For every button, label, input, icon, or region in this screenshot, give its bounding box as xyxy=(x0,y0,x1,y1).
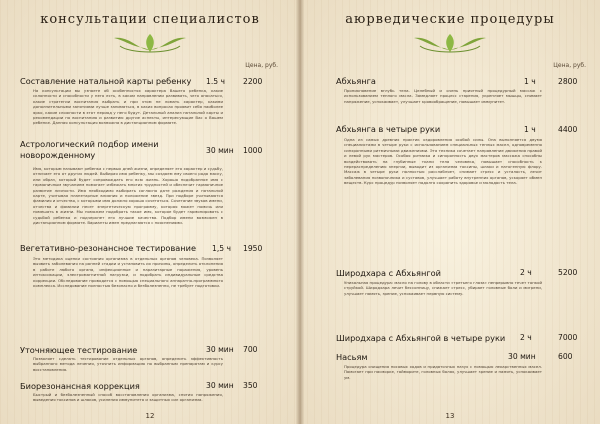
service-description: Имя, которым называют ребенка с первых дней жизни, определяет его характер и судьбу, отличает его от других людей. Выбирая имя ребенку, мы создаем ему своего рода маску, или образ, который будет сопровождать его всю жизнь. Хорошо подобранное имя с гармоничным звучанием помогает избежать многих трудностей и обеспечит гармоничное развитие личности. Имя необходимо выбирать согласно дате рождения и натальной карте, учитывая планетарные влияния и положение звезд. При подборе учитываются фамилия и отчество, с которыми имя должно хорошо сочетаться. Сочетание звуков имени, отчества и фамилии несет энергетическую программу, которая может помочь или помешать в жизни. Мы поможем подобрать такое имя, которое будет гармонировать с судьбой ребенка и подчеркнет его лучшие качества. Подбор имени возможен в дистанционном формате. Варианты имен предлагаются с пояснениями. xyxy=(33,166,223,226)
service-description: Уникальная процедура: масло на голову в области «третьего глаза» непрерывно течет тонкой струйкой. Широдхара лечит бессонницу, снижает стресс, убирает головные боли и мигрени, улучшает память, зрение, успокаивает нервную систему. xyxy=(344,280,542,296)
service-title: Биорезонансная коррекция xyxy=(20,381,140,391)
page-number: 13 xyxy=(445,412,455,420)
service-title: Вегетативно-резонансное тестирование xyxy=(20,243,196,253)
service-price: 5200 xyxy=(558,268,578,277)
service-price: 2800 xyxy=(558,77,578,86)
price-column-header: Цена, руб. xyxy=(245,62,278,69)
service-title: Абхьянга xyxy=(336,76,376,86)
service-duration: 30 мин xyxy=(206,146,234,155)
service-price: 1950 xyxy=(243,244,263,253)
service-duration: 2 ч xyxy=(520,268,532,277)
service-price: 7000 xyxy=(558,333,578,342)
service-duration: 1 ч xyxy=(524,125,536,134)
service-duration: 2 ч xyxy=(520,333,532,342)
service-description: Процедура очищения носовых ходов и придаточных пазух с помощью лекарственных масел. Помогает при насморке, гайморите, головных болях, улучшает зрение и память, успокаивает ум. xyxy=(344,364,542,380)
service-duration: 30 мин xyxy=(206,381,234,390)
service-title: Насьям xyxy=(336,352,368,362)
service-title: Абхьянга в четыре руки xyxy=(336,124,441,134)
service-description: Позволяет сделать тестирование отдельных органов, определить эффективность выбранного метода лечения, уточнить информацию по выбранным препаратам и курсу восстановления. xyxy=(33,356,223,372)
service-duration: 1.5 ч xyxy=(206,77,225,86)
service-title: Широдхара с Абхьянгой xyxy=(336,268,441,278)
service-title: Уточняющее тестирование xyxy=(20,345,138,355)
service-description: На консультации вы узнаете об особенностях характера Вашего ребенка, какие склонности и способности у него есть, в каком направлении развивать, чего опасаться, какие стратегии воспитания выбрать и при этом не ломать характер, какими дополнительными занятиями лучше заниматься, в каких вопросах проявит себя наиболее ярко, какие сложности в этот период у него будут. Детальный анализ натальной карты и рекомендации по воспитанию и развитию другие аспекты, интересующие Вас о Вашем ребенке. Данная консультация возможна в дистанционном формате. xyxy=(33,88,223,126)
service-duration: 30 мин xyxy=(206,345,234,354)
service-description: Быстрый и безболезненный способ восстановления организма, снятия напряжения, выведения токсинов и шлаков, усиления иммунитета и защитных сил организма. xyxy=(33,392,223,403)
price-column-header: Цена, руб. xyxy=(553,62,586,69)
service-price: 4400 xyxy=(558,125,578,134)
service-title: Составление натальной карты ребенку xyxy=(20,76,192,86)
service-description: Одна из самых древних практик оздоровления особой силы. Она выполняется двумя специалистами в четыре руки с использованием специальных теплых масел, одновременно синхронными ритмичными движениями. Эта техника сочетает направление движения правой и левой рук мастеров. Особая ритмика и синхронность двух мастеров массажа способны воздействовать на глубинные ткани тела человека, повышает способность к перераспределению энергии, выводит из организма токсины, шлаки и патогенную флору. Массаж в четыре руки полностью расслабляет, снимает стресс и усталость, лечит заболевания позвоночника и суставов, улучшает работу внутренних органов, ускоряет обмен веществ. Курс процедур позволяет надолго сохранить здоровье и молодость тела. xyxy=(344,137,542,186)
page-title: аюрведические процедуры xyxy=(345,12,555,27)
leaf-ornament-icon xyxy=(100,30,200,54)
right-page xyxy=(300,0,600,424)
service-price: 2200 xyxy=(243,77,263,86)
leaf-ornament-icon xyxy=(400,30,500,54)
service-price: 700 xyxy=(243,345,258,354)
service-price: 350 xyxy=(243,381,258,390)
book-gutter xyxy=(296,0,304,424)
service-description: Проникновение вглубь тела. Целебный и очень приятный процедурный массаж с использованием теплого масла. Замедляет процесс старения, укрепляет мышцы, снимает напряжение, успокаивает, улучшает кровообращение, повышает иммунитет. xyxy=(344,88,542,104)
service-description: Это методика оценки состояния организма в отдельных органов человека. Позволяет выявить заболевания на ранней стадии и установить их причины, определить отклонения в работе любого органа, инфекционные и паразитарные поражения, уровень интоксикации, электромагнитной нагрузки, и подобрать индивидуальные средства коррекции. Обследование проводится с помощью специального аппаратно-программного комплекса. Исследование полностью безопасно и безболезненно, не требует подготовки. xyxy=(33,256,223,289)
page-title: консультации специалистов xyxy=(40,12,260,27)
service-duration: 1,5 ч xyxy=(212,244,231,253)
service-price: 600 xyxy=(558,352,573,361)
page-number: 12 xyxy=(145,412,155,420)
service-title: Широдхара с Абхьянгой в четыре руки xyxy=(336,333,506,343)
service-duration: 30 мин xyxy=(508,352,536,361)
service-title: Астрологический подбор имени новорожденному xyxy=(20,139,159,160)
service-price: 1000 xyxy=(243,146,263,155)
service-duration: 1 ч xyxy=(524,77,536,86)
